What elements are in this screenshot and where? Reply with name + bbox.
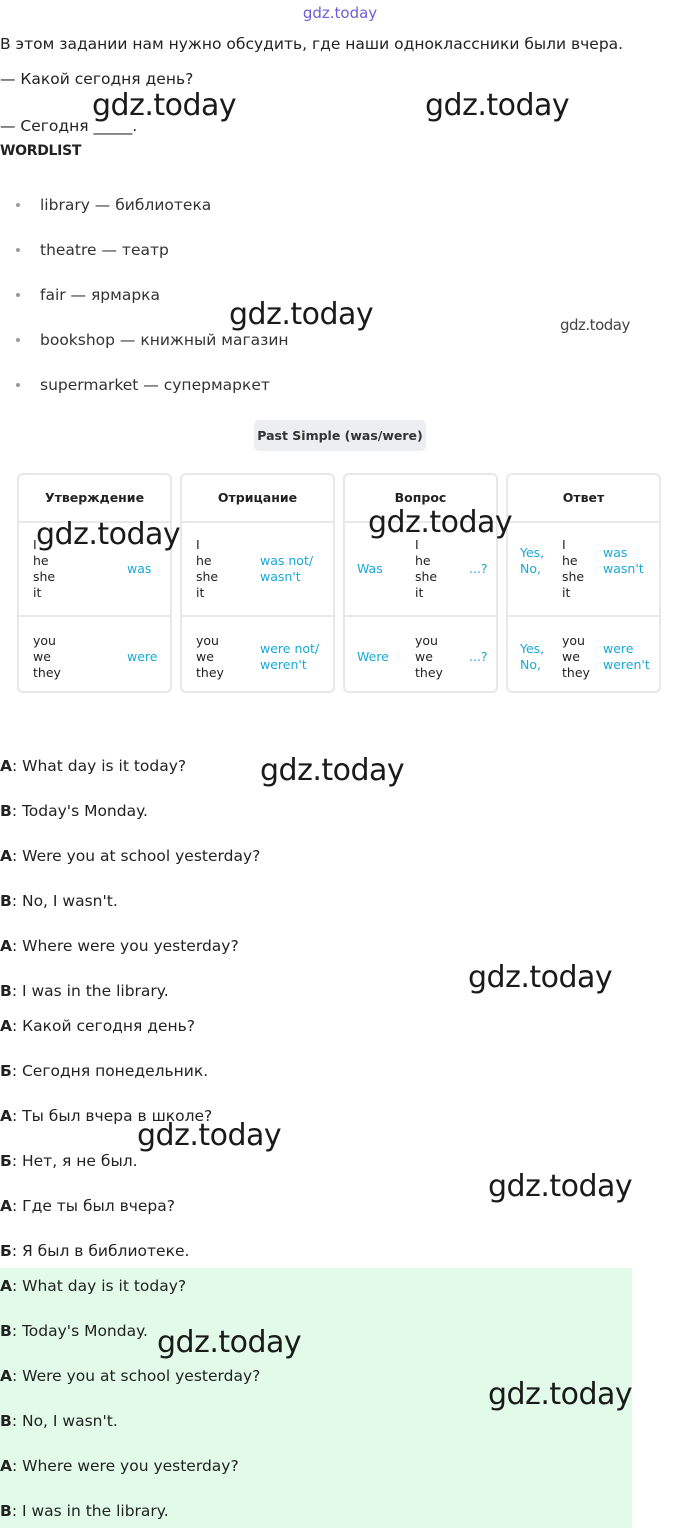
site-title[interactable]: gdz.today bbox=[302, 4, 378, 22]
dialog-line-answer: — Сегодня _____. bbox=[0, 117, 138, 135]
card-divider bbox=[345, 615, 496, 617]
bullet-icon bbox=[16, 293, 20, 297]
verb-form: were weren't bbox=[603, 641, 650, 672]
wordlist-item-text: fair — ярмарка bbox=[40, 286, 161, 304]
speaker: Б bbox=[0, 1242, 12, 1260]
card-divider bbox=[19, 615, 170, 617]
line-text: : Where were you yesterday? bbox=[12, 937, 239, 955]
dialog-line bbox=[0, 1367, 260, 1385]
speaker: А bbox=[0, 1197, 12, 1215]
answer-word: Yes, No, bbox=[520, 545, 545, 576]
pronouns-singular: I he she it bbox=[196, 537, 219, 600]
grammar-card-answer bbox=[506, 473, 661, 693]
watermark: gdz.today bbox=[425, 88, 570, 123]
verb-form: were bbox=[127, 649, 158, 664]
card-divider bbox=[508, 615, 659, 617]
bullet-icon bbox=[16, 203, 20, 207]
speaker: B bbox=[0, 802, 12, 820]
watermark: gdz.today bbox=[36, 517, 181, 552]
dialog-line bbox=[0, 802, 148, 820]
speaker: B bbox=[0, 892, 12, 910]
dialog-line bbox=[0, 1322, 148, 1340]
dialog-line bbox=[0, 1457, 239, 1475]
grammar-card-negative bbox=[180, 473, 335, 693]
dialog-line bbox=[0, 1152, 138, 1170]
verb-form: were not/ weren't bbox=[260, 641, 320, 672]
watermark: gdz.today bbox=[157, 1325, 302, 1360]
dialog-line bbox=[0, 1412, 118, 1430]
pronouns-singular: I he she it bbox=[33, 537, 56, 600]
line-text: : Сегодня понедельник. bbox=[11, 1062, 209, 1080]
watermark: gdz.today bbox=[488, 1169, 633, 1204]
line-text: : Где ты был вчера? bbox=[12, 1197, 175, 1215]
question-ending: ...? bbox=[469, 561, 488, 576]
pronouns-plural: you we they bbox=[415, 633, 443, 680]
watermark: gdz.today bbox=[229, 297, 374, 332]
wordlist-item-text: library — библиотека bbox=[40, 196, 212, 214]
speaker: B bbox=[0, 982, 12, 1000]
speaker: Б bbox=[0, 1152, 12, 1170]
card-title: Утверждение bbox=[19, 475, 170, 523]
speaker: A bbox=[0, 1457, 12, 1475]
dialog-line bbox=[0, 757, 186, 775]
verb-form: was not/ wasn't bbox=[260, 553, 314, 584]
dialog-line-question: — Какой сегодня день? bbox=[0, 70, 194, 88]
bullet-icon bbox=[16, 338, 20, 342]
dialog-line bbox=[0, 892, 118, 910]
auxiliary-verb: Was bbox=[357, 561, 383, 576]
line-text: : No, I wasn't. bbox=[11, 1412, 118, 1430]
dialog-line bbox=[0, 1502, 169, 1520]
dialog-line bbox=[0, 1017, 195, 1035]
line-text: : I was in the library. bbox=[11, 1502, 169, 1520]
speaker: А bbox=[0, 1017, 12, 1035]
wordlist-item bbox=[16, 286, 160, 304]
dialog-line bbox=[0, 1197, 175, 1215]
line-text: : Today's Monday. bbox=[11, 1322, 148, 1340]
watermark: gdz.today bbox=[368, 505, 513, 540]
card-title: Ответ bbox=[508, 475, 659, 523]
auxiliary-verb: Were bbox=[357, 649, 389, 664]
line-text: : No, I wasn't. bbox=[11, 892, 118, 910]
dialog-line bbox=[0, 982, 169, 1000]
speaker: B bbox=[0, 1412, 12, 1430]
dialog-line bbox=[0, 1277, 186, 1295]
line-text: : Я был в библиотеке. bbox=[11, 1242, 190, 1260]
wordlist-item bbox=[16, 331, 289, 349]
watermark: gdz.today bbox=[92, 88, 237, 123]
wordlist-item-text: bookshop — книжный магазин bbox=[40, 331, 289, 349]
bullet-icon bbox=[16, 383, 20, 387]
dialog-line bbox=[0, 1062, 208, 1080]
watermark: gdz.today bbox=[488, 1377, 633, 1412]
watermark: gdz.today bbox=[560, 316, 630, 334]
wordlist-heading: WORDLIST bbox=[0, 143, 82, 159]
watermark: gdz.today bbox=[260, 753, 405, 788]
pronouns-singular: I he she it bbox=[562, 537, 585, 600]
line-text: : Were you at school yesterday? bbox=[12, 1367, 261, 1385]
dialog-line bbox=[0, 847, 260, 865]
pronouns-plural: you we they bbox=[33, 633, 61, 680]
question-ending: ...? bbox=[469, 649, 488, 664]
card-title: Отрицание bbox=[182, 475, 333, 523]
speaker: A bbox=[0, 847, 12, 865]
intro-text: В этом задании нам нужно обсудить, где наши одноклассники были вчера. bbox=[0, 35, 624, 53]
card-title: Вопрос bbox=[345, 475, 496, 523]
wordlist-item bbox=[16, 196, 211, 214]
answer-word: Yes, No, bbox=[520, 641, 545, 672]
line-text: : Нет, я не был. bbox=[11, 1152, 138, 1170]
bullet-icon bbox=[16, 248, 20, 252]
dialog-line bbox=[0, 937, 239, 955]
line-text: : Today's Monday. bbox=[11, 802, 148, 820]
grammar-topic-badge: Past Simple (was/were) bbox=[254, 420, 426, 451]
speaker: A bbox=[0, 1277, 12, 1295]
wordlist-item-text: theatre — театр bbox=[40, 241, 169, 259]
speaker: A bbox=[0, 937, 12, 955]
watermark: gdz.today bbox=[468, 960, 613, 995]
verb-form: was wasn't bbox=[603, 545, 644, 576]
pronouns-plural: you we they bbox=[196, 633, 224, 680]
speaker: A bbox=[0, 1367, 12, 1385]
wordlist-item bbox=[16, 241, 169, 259]
pronouns-plural: you we they bbox=[562, 633, 590, 680]
dialog-line bbox=[0, 1242, 189, 1260]
line-text: : Where were you yesterday? bbox=[12, 1457, 239, 1475]
line-text: : What day is it today? bbox=[12, 757, 187, 775]
speaker: Б bbox=[0, 1062, 12, 1080]
speaker: B bbox=[0, 1322, 12, 1340]
wordlist-item-text: supermarket — супермаркет bbox=[40, 376, 270, 394]
speaker: A bbox=[0, 757, 12, 775]
grammar-card-affirmative bbox=[17, 473, 172, 693]
line-text: : What day is it today? bbox=[12, 1277, 187, 1295]
wordlist-item bbox=[16, 376, 270, 394]
line-text: : I was in the library. bbox=[11, 982, 169, 1000]
line-text: : Какой сегодня день? bbox=[12, 1017, 196, 1035]
card-divider bbox=[182, 615, 333, 617]
speaker: А bbox=[0, 1107, 12, 1125]
watermark: gdz.today bbox=[137, 1118, 282, 1153]
verb-form: was bbox=[127, 561, 152, 576]
pronouns-singular: I he she it bbox=[415, 537, 438, 600]
line-text: : Were you at school yesterday? bbox=[12, 847, 261, 865]
line-text: : Ты был вчера в школе? bbox=[12, 1107, 213, 1125]
speaker: B bbox=[0, 1502, 12, 1520]
